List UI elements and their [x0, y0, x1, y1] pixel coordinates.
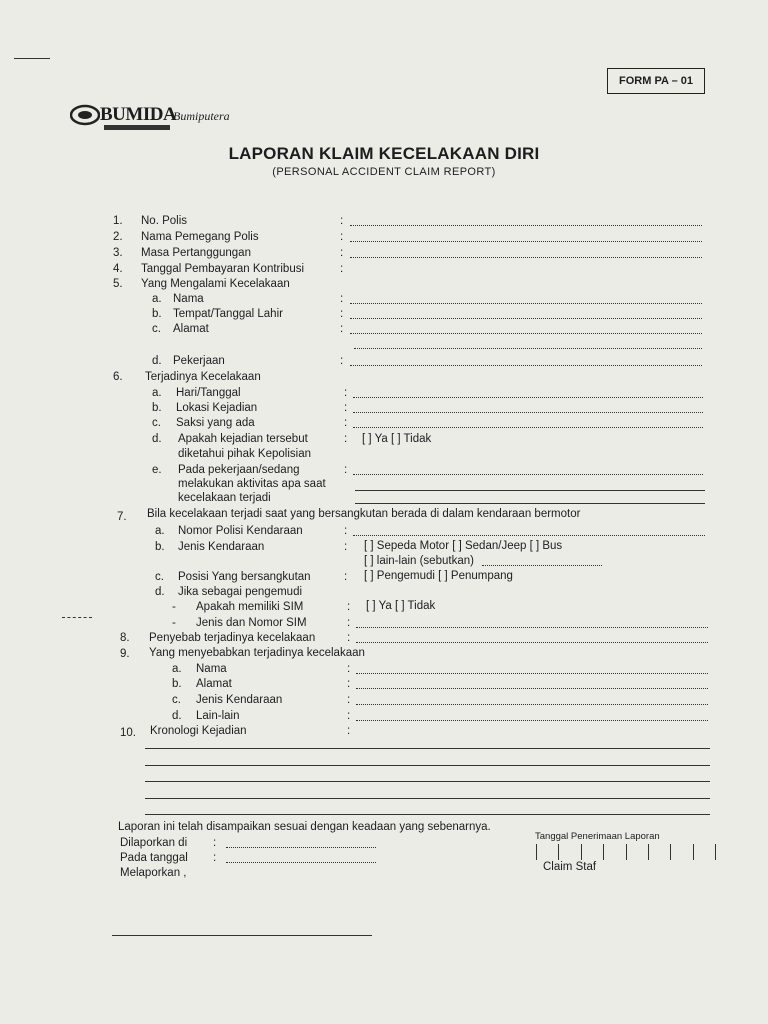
label-lokasi-kejadian: Lokasi Kejadian — [176, 402, 258, 414]
colon: : — [340, 215, 344, 227]
item-number: 6. — [113, 371, 123, 383]
field-nama-pemegang-polis[interactable] — [350, 241, 702, 242]
label-memiliki-sim: Apakah memiliki SIM — [196, 601, 304, 613]
signature-line[interactable] — [112, 935, 372, 936]
colon: : — [213, 852, 217, 864]
field-no-polis[interactable] — [350, 225, 702, 226]
label-kendaraan-bermotor: Bila kecelakaan terjadi saat yang bersangkutan berada di dalam kendaraan bermotor — [147, 508, 581, 520]
label-nama-penyebab: Nama — [196, 663, 227, 675]
label-nama: Nama — [173, 293, 204, 305]
field-kronologi-line5[interactable] — [145, 814, 710, 815]
dash: - — [172, 617, 176, 629]
field-penyebab[interactable] — [356, 642, 708, 643]
sub-letter: d. — [152, 355, 162, 367]
date-box — [693, 844, 716, 860]
field-kronologi-line1[interactable] — [145, 748, 710, 749]
field-nomor-polisi[interactable] — [353, 535, 705, 536]
field-lain-lain-penyebab[interactable] — [356, 720, 708, 721]
label-pada-tanggal: Pada tanggal — [120, 852, 188, 864]
date-box — [603, 844, 625, 860]
sub-letter: b. — [155, 541, 165, 553]
colon: : — [344, 417, 348, 429]
colon: : — [340, 231, 344, 243]
sub-letter: d. — [152, 433, 162, 445]
date-box — [581, 844, 603, 860]
sub-letter: a. — [155, 525, 165, 537]
field-pekerjaan[interactable] — [350, 365, 702, 366]
logo-brand: BUMIDA — [100, 104, 177, 125]
colon: : — [344, 571, 348, 583]
label-tanggal-penerimaan: Tanggal Penerimaan Laporan — [535, 831, 660, 842]
item-number: 1. — [113, 215, 123, 227]
colon: : — [340, 308, 344, 320]
label-dilaporkan-di: Dilaporkan di — [120, 837, 188, 849]
label-nomor-sim: Jenis dan Nomor SIM — [196, 617, 307, 629]
logo-subtitle: Bumiputera — [173, 109, 230, 123]
sub-letter: a. — [172, 663, 182, 675]
label-nomor-polisi: Nomor Polisi Kendaraan — [178, 525, 303, 537]
sub-letter: c. — [152, 417, 161, 429]
sub-letter: b. — [172, 678, 182, 690]
checkbox-lain-lain[interactable]: [ ] lain-lain (sebutkan) — [364, 555, 474, 567]
label-kepolisian-line1: Apakah kejadian tersebut — [178, 433, 308, 445]
sub-letter: b. — [152, 308, 162, 320]
field-dilaporkan-di[interactable] — [226, 847, 376, 848]
label-terjadinya-kecelakaan: Terjadinya Kecelakaan — [145, 371, 261, 383]
label-kronologi: Kronologi Kejadian — [150, 725, 247, 737]
label-alamat-penyebab: Alamat — [196, 678, 232, 690]
date-received-boxes[interactable] — [536, 844, 716, 860]
label-kepolisian-line2: diketahui pihak Kepolisian — [178, 448, 311, 460]
colon: : — [347, 694, 351, 706]
colon: : — [344, 525, 348, 537]
field-nama-penyebab[interactable] — [356, 673, 708, 674]
form-title: LAPORAN KLAIM KECELAKAAN DIRI — [228, 144, 540, 163]
label-alamat: Alamat — [173, 323, 209, 335]
field-aktivitas-line3[interactable] — [355, 503, 705, 504]
colon: : — [340, 263, 344, 275]
field-aktivitas-line2[interactable] — [355, 490, 705, 491]
sub-letter: c. — [152, 323, 161, 335]
dash: - — [172, 601, 176, 613]
field-tempat-tanggal-lahir[interactable] — [350, 318, 702, 319]
item-number: 4. — [113, 263, 123, 275]
label-lain-lain: Lain-lain — [196, 710, 240, 722]
item-number: 8. — [120, 632, 130, 644]
field-lain-lain[interactable] — [482, 565, 602, 566]
label-aktivitas-line3: kecelakaan terjadi — [178, 492, 271, 504]
colon: : — [344, 464, 348, 476]
date-box — [558, 844, 580, 860]
field-nama-korban[interactable] — [350, 303, 702, 304]
colon: : — [213, 837, 217, 849]
item-number: 5. — [113, 278, 123, 290]
label-melaporkan: Melaporkan , — [120, 867, 187, 879]
sub-letter: c. — [172, 694, 181, 706]
logo-bar — [104, 125, 170, 130]
checkbox-posisi[interactable]: [ ] Pengemudi [ ] Penumpang — [364, 570, 513, 582]
label-masa-pertanggungan: Masa Pertanggungan — [141, 247, 251, 259]
colon: : — [347, 710, 351, 722]
label-pekerjaan: Pekerjaan — [173, 355, 225, 367]
label-no-polis: No. Polis — [141, 215, 188, 227]
label-jika-pengemudi: Jika sebagai pengemudi — [178, 586, 303, 598]
label-tempat-tanggal-lahir: Tempat/Tanggal Lahir — [173, 308, 283, 320]
field-alamat-line2[interactable] — [354, 348, 702, 349]
field-aktivitas[interactable] — [353, 474, 703, 475]
sub-letter: e. — [152, 464, 162, 476]
scan-mark — [14, 58, 50, 59]
colon: : — [344, 387, 348, 399]
label-jenis-kendaraan-penyebab: Jenis Kendaraan — [196, 694, 283, 706]
colon: : — [347, 601, 351, 613]
sub-letter: c. — [155, 571, 164, 583]
field-saksi[interactable] — [353, 427, 703, 428]
colon: : — [340, 247, 344, 259]
date-box — [536, 844, 558, 860]
statement-text: Laporan ini telah disampaikan sesuai dengan keadaan yang sebenarnya. — [118, 821, 491, 833]
item-number: 10. — [120, 727, 136, 739]
sub-letter: b. — [152, 402, 162, 414]
bumida-logo-emblem — [70, 102, 100, 128]
label-jenis-kendaraan: Jenis Kendaraan — [178, 541, 265, 553]
label-nama-pemegang-polis: Nama Pemegang Polis — [141, 231, 259, 243]
colon: : — [347, 663, 351, 675]
field-alamat[interactable] — [350, 333, 702, 334]
item-number: 7. — [117, 511, 127, 523]
colon: : — [344, 402, 348, 414]
date-box — [626, 844, 648, 860]
label-tanggal-pembayaran: Tanggal Pembayaran Kontribusi — [141, 263, 305, 275]
checkbox-memiliki-sim[interactable]: [ ] Ya [ ] Tidak — [366, 600, 436, 612]
date-box — [670, 844, 692, 860]
field-kronologi-line2[interactable] — [145, 765, 710, 766]
sub-letter: d. — [172, 710, 182, 722]
label-aktivitas-line2: melakukan aktivitas apa saat — [178, 478, 326, 490]
field-hari-tanggal[interactable] — [353, 397, 703, 398]
colon: : — [340, 323, 344, 335]
form-subtitle: (PERSONAL ACCIDENT CLAIM REPORT) — [272, 166, 496, 178]
checkbox-jenis-kendaraan[interactable]: [ ] Sepeda Motor [ ] Sedan/Jeep [ ] Bus — [364, 540, 563, 552]
field-lokasi-kejadian[interactable] — [353, 412, 703, 413]
colon: : — [347, 617, 351, 629]
colon: : — [347, 632, 351, 644]
date-box — [648, 844, 670, 860]
item-number: 2. — [113, 231, 123, 243]
item-number: 9. — [120, 648, 130, 660]
label-yang-mengalami: Yang Mengalami Kecelakaan — [141, 278, 290, 290]
label-hari-tanggal: Hari/Tanggal — [176, 387, 241, 399]
sub-letter: a. — [152, 387, 162, 399]
label-penyebab: Penyebab terjadinya kecelakaan — [149, 632, 316, 644]
colon: : — [340, 355, 344, 367]
colon: : — [347, 725, 351, 737]
colon: : — [344, 541, 348, 553]
colon: : — [340, 293, 344, 305]
field-kronologi-line4[interactable] — [145, 798, 710, 799]
checkbox-kepolisian[interactable]: [ ] Ya [ ] Tidak — [362, 433, 432, 445]
colon: : — [347, 678, 351, 690]
scan-mark — [62, 617, 92, 618]
field-alamat-penyebab[interactable] — [356, 688, 708, 689]
form-code-box: FORM PA – 01 — [607, 68, 705, 94]
label-claim-staf: Claim Staf — [543, 861, 597, 873]
sub-letter: d. — [155, 586, 165, 598]
label-aktivitas-line1: Pada pekerjaan/sedang — [178, 464, 300, 476]
field-kronologi-line3[interactable] — [145, 781, 710, 782]
field-pada-tanggal[interactable] — [226, 862, 376, 863]
field-masa-pertanggungan[interactable] — [350, 257, 702, 258]
field-jenis-kendaraan-penyebab[interactable] — [356, 704, 708, 705]
colon: : — [344, 433, 348, 445]
label-posisi: Posisi Yang bersangkutan — [178, 571, 311, 583]
label-saksi: Saksi yang ada — [176, 417, 255, 429]
bumida-logo — [70, 98, 260, 138]
label-yang-menyebabkan: Yang menyebabkan terjadinya kecelakaan — [149, 647, 365, 659]
field-nomor-sim[interactable] — [356, 627, 708, 628]
item-number: 3. — [113, 247, 123, 259]
sub-letter: a. — [152, 293, 162, 305]
